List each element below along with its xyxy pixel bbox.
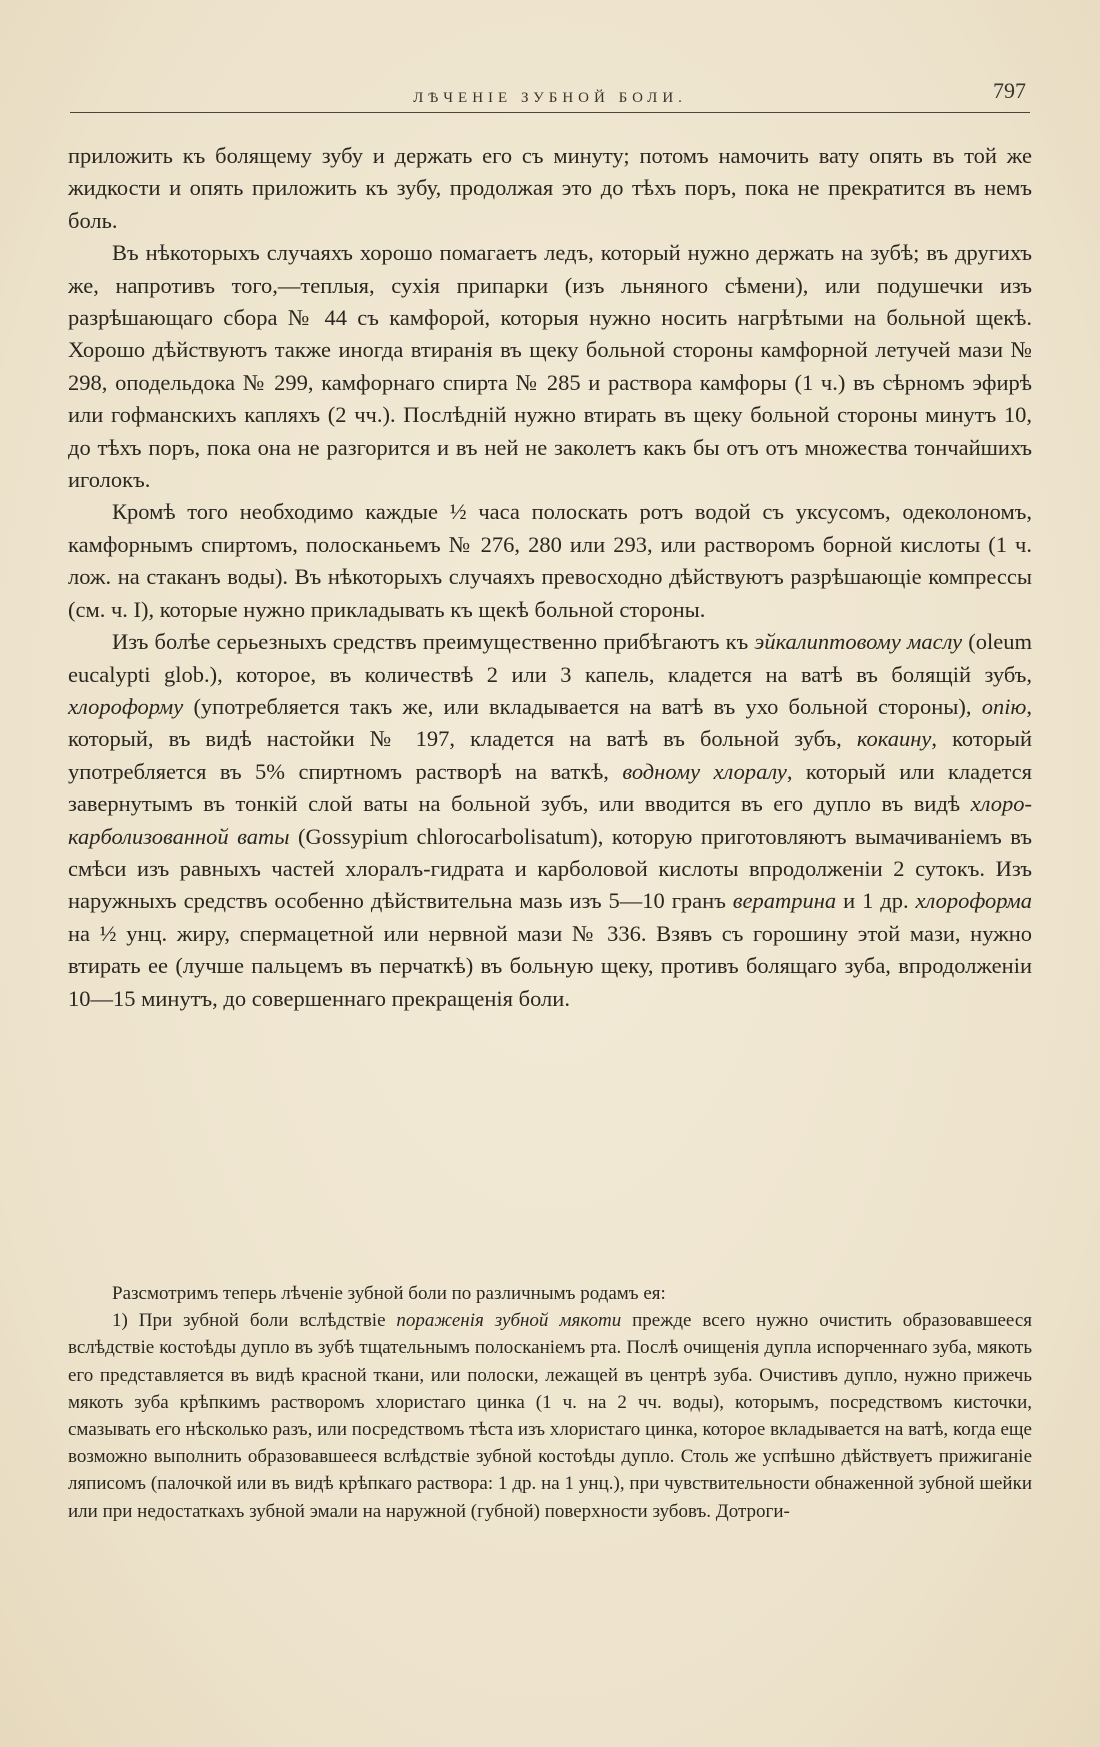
italic-term: пораженія зубной мякоти (396, 1310, 622, 1332)
italic-term: опію (981, 693, 1027, 719)
text-run: , который употребляется въ 5% спиртномъ растворѣ на ваткѣ, (68, 726, 1033, 784)
paragraph-2: Въ нѣкоторыхъ случаяхъ хорошо помагаетъ ледъ, который нужно держать на зубѣ; въ другихъ же, напротивъ того,—теплыя, сухія припарки (изъ льняного сѣмени), или подушечки изъ разрѣшающаго сбора № 44 съ камфорой, которыя нужно носить нагрѣтыми на больной щекѣ. Хорошо дѣйствуютъ также иногда втиранія въ щеку больной стороны камфорной летучей мази № 298, оподельдока № 299, камфорнаго спирта № 285 и раствора камфоры (1 ч.) въ сѣрномъ эфирѣ или гофманскихъ капляхъ (2 чч.). Послѣдній нужно втирать въ щеку больной стороны минутъ 10, до тѣхъ поръ, пока она не разгорится и въ ней не заколетъ какъ бы отъ отъ множества тончайшихъ иголокъ. (68, 240, 1032, 493)
italic-term: эйкалиптовому маслу (754, 629, 963, 655)
italic-term: вератрина (732, 888, 837, 914)
italic-term: хлороформа (915, 888, 1032, 914)
italic-term: хлороформу (68, 693, 184, 719)
text-run: (употребляется такъ же, или вкладывается на ватѣ въ ухо больной стороны), (183, 693, 982, 719)
text-run: (oleum eucalypti glob.), которое, въ количествѣ 2 или 3 капель, кладется на ватѣ въ болящій зубъ, (68, 629, 1032, 687)
italic-term: водному хлоралу (622, 758, 787, 784)
text-run: , который, въ видѣ настойки № 197, кладется на ватѣ въ больной зубъ, (68, 693, 1032, 752)
small-paragraph-1: Разсмотримъ теперь лѣченіе зубной боли по различнымъ родамъ ея: (112, 1283, 666, 1304)
text-run: Изъ болѣе серьезныхъ средствъ преимущественно прибѣгаютъ къ (112, 629, 755, 655)
text-run: , который или кладется завернутымъ въ тонкій слой ваты на больной зубъ, или вводится въ его дупло въ видѣ (68, 758, 1033, 817)
text-run: и 1 др. (836, 888, 916, 914)
paragraph-1: приложить къ болящему зубу и держать его съ минуту; потомъ намочить вату опять въ той же жидкости и опять приложить къ зубу, продолжая это до тѣхъ поръ, пока не прекратится въ немъ боль. (68, 143, 1032, 233)
text-run: 1) При зубной боли вслѣдствіе (112, 1310, 397, 1332)
text-run: на ½ унц. жиру, спермацетной или нервной мази № 336. Взявъ съ горошину этой мази, нужно втирать ее (лучше пальцемъ въ перчаткѣ) въ больную щеку, противъ болящаго зуба, впродолженіи 10—15 минутъ, до совершеннаго прекращенія боли. (68, 920, 1032, 1011)
paragraph-3: Кромѣ того необходимо каждые ½ часа полоскать ротъ водой съ уксусомъ, одеколономъ, камфорнымъ спиртомъ, полосканьемъ № 276, 280 или 293, или растворомъ борной кислоты (1 ч. лож. на стаканъ воды). Въ нѣкоторыхъ случаяхъ превосходно дѣйствуютъ разрѣшающіе компрессы (см. ч. I), которые нужно прикладывать къ щекѣ больной стороны. (68, 499, 1032, 622)
small-print-section (68, 1280, 1032, 1525)
paragraph-4 (68, 626, 1032, 1015)
text-run: прежде всего нужно очистить образовавшееся вслѣдствіе костоѣды дупло въ зубѣ тщательнымъ полосканіемъ рта. Послѣ очищенія дупла испорченнаго зуба, мякоть его представляется въ видѣ красной ткани, или полоски, лежащей въ центрѣ зуба. Очистивъ дупло, нужно прижечь мякоть зуба крѣпкимъ растворомъ хлористаго цинка (1 ч. на 2 чч. воды), которымъ, посредствомъ кисточки, смазывать его нѣсколько разъ, или посредствомъ тѣста изъ хлористаго цинка, которое вкладывается на ватѣ, когда еще возможно выполнить образовавшееся вслѣдствіе зубной костоѣды дупло. Столь же успѣшно дѣйствуетъ прижиганіе ляписомъ (палочкой или въ видѣ крѣпкаго раствора: 1 др. на 1 унц.), при чувствительности обнаженной зубной шейки или при недостаткахъ зубной эмали на наружной (губной) поверхности зубовъ. Дотроги- (68, 1310, 1032, 1522)
main-text (68, 140, 1032, 1015)
running-title: ЛѢЧЕНІЕ ЗУБНОЙ БОЛИ. (413, 90, 687, 106)
text-run: (Gossypium chlorocarbolisatum), которую приготовляютъ вымачиваніемъ въ смѣси изъ равныхъ частей хлоралъ-гидрата и карболовой кислоты впродолженіи 2 сутокъ. Изъ наружныхъ средствъ особенно дѣйствительна мазь изъ 5—10 гранъ (68, 823, 1032, 914)
page-header (70, 78, 1030, 113)
italic-term: кокаину (856, 726, 932, 752)
page-number: 797 (993, 78, 1026, 103)
italic-term: хлоро-карболизованной ваты (68, 791, 1032, 849)
small-paragraph-2 (68, 1307, 1032, 1525)
